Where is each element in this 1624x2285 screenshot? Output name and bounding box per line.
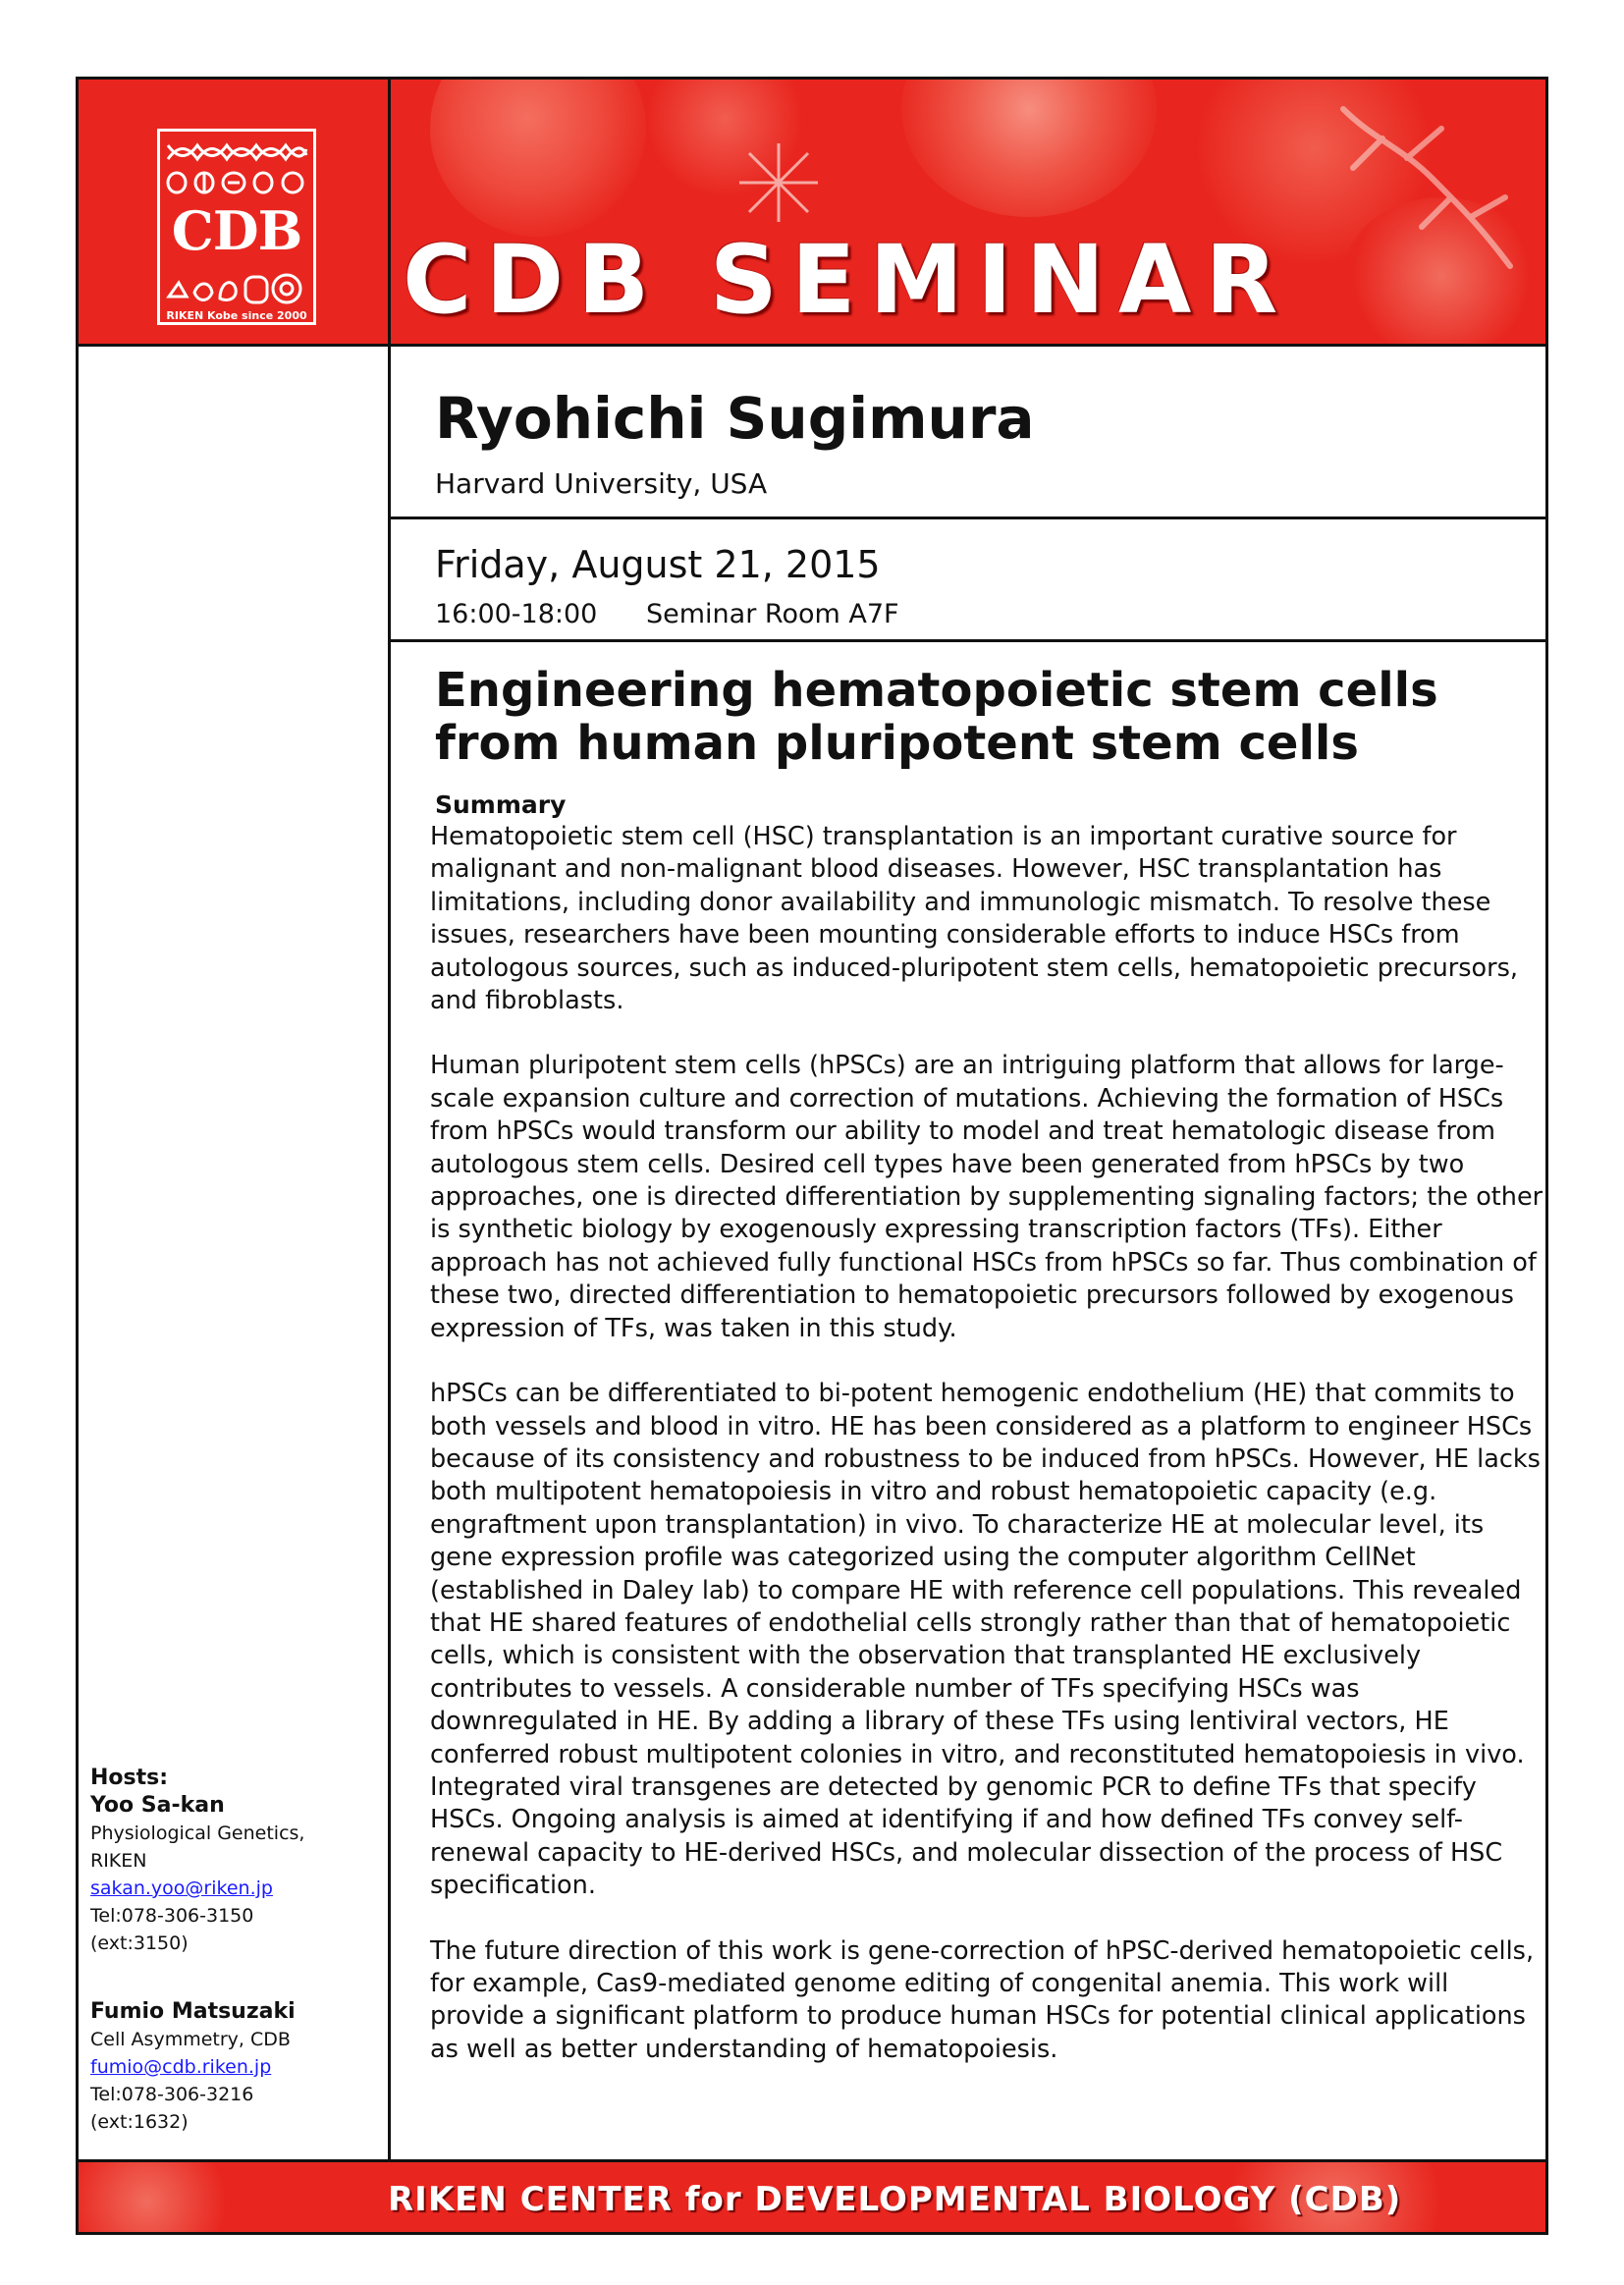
summary-paragraph: The future direction of this work is gene-correction of hPSC-derived hematopoietic cells, for example, Cas9-mediated genome editing of congenital anemia. This work will provide a significant platform to produce human HSCs for potential clinical applications as well as better understanding of hematopoiesis. xyxy=(430,1935,1535,2064)
host-email-link[interactable]: sakan.yoo@riken.jp xyxy=(90,1877,273,1899)
seminar-poster xyxy=(76,77,1548,2235)
speaker-affiliation: Harvard University, USA xyxy=(435,467,768,500)
decorative-cell-image xyxy=(901,80,1157,217)
logo-caption: RIKEN Kobe since 2000 xyxy=(166,309,307,322)
footer-banner xyxy=(79,2159,1545,2235)
logo-block xyxy=(79,80,388,347)
talk-title: Engineering hematopoietic stem cells from human pluripotent stem cells xyxy=(435,663,1438,771)
event-room: Seminar Room A7F xyxy=(646,599,899,629)
summary-paragraph: hPSCs can be differentiated to bi-potent hemogenic endothelium (HE) that commits to both vessels and blood in vitro. HE has been considered as a platform to engineer HSCs because of its consistency and robustness to be induced from hPSCs. However, HE lacks both multipotent hematopoiesis in vitro and robust hematopoietic capacity (e.g. engraftment upon transplantation) in vivo. To characterize HE at molecular level, its gene expression profile was categorized using the computer algorithm CellNet (established in Daley lab) to compare HE with reference cell populations. This revealed that HE shared features of endothelial cells strongly rather than that of hematopoietic cells, which is consistent with the observation that transplanted HE exclusively contributes to vessels. A considerable number of TFs specifying HSCs was downregulated in HE. By adding a library of these TFs using lentiviral vectors, HE conferred robust multipotent colonies in vitro, and reconstituted hematopoiesis in vivo. Integrated viral transgenes are detected by genomic PCR to define TFs that specify HSCs. Ongoing analysis is aimed at identifying if and how defined TFs convey self-renewal capacity to HE-derived HSCs, and molecular dissection of the process of HSC specification. xyxy=(430,1379,1541,1901)
host-name: Fumio Matsuzaki xyxy=(90,1999,296,2024)
summary-text xyxy=(430,821,1543,2098)
logo-text: CDB xyxy=(171,199,302,262)
organism-icons xyxy=(163,263,310,308)
summary-label: Summary xyxy=(435,790,567,819)
decorative-cell-image xyxy=(79,2159,236,2235)
salamander-icon xyxy=(1314,80,1530,276)
seminar-banner xyxy=(391,80,1548,347)
host-dept: Physiological Genetics, xyxy=(90,1823,305,1844)
host-dept: Cell Asymmetry, CDB xyxy=(90,2029,291,2050)
host-tel: Tel:078-306-3216 xyxy=(90,2084,254,2105)
banner-title: CDB SEMINAR xyxy=(403,225,1292,335)
footer-text: RIKEN CENTER for DEVELOPMENTAL BIOLOGY (CDB) xyxy=(388,2180,1402,2219)
host-ext: (ext:3150) xyxy=(90,1932,189,1954)
talk-content xyxy=(391,642,1548,2233)
host-tel: Tel:078-306-3150 xyxy=(90,1905,254,1927)
speaker-section xyxy=(391,347,1548,519)
event-date: Friday, August 21, 2015 xyxy=(435,543,881,586)
speaker-name: Ryohichi Sugimura xyxy=(435,385,1035,452)
host-ext: (ext:1632) xyxy=(90,2111,189,2133)
host-org: RIKEN xyxy=(90,1850,147,1872)
summary-paragraph: Human pluripotent stem cells (hPSCs) are an intriguing platform that allows for large-scale expansion culture and correction of mutations. Achieving the formation of HSCs from hPSCs would transform our ability to model and treat hematologic disease from autologous stem cells. Desired cell types have been generated from hPSCs by two approaches, one is directed differentiation by supplementing signaling factors; the other is synthetic biology by exogenously expressing transcription factors (TFs). Either approach has not achieved fully functional HSCs from hPSCs so far. Thus combination of these two, directed differentiation to hematopoietic precursors followed by exogenous expression of TFs, was taken in this study. xyxy=(430,1051,1543,1343)
hosts-section xyxy=(90,1765,385,2136)
cdb-logo xyxy=(157,129,316,325)
hosts-title: Hosts: xyxy=(90,1766,169,1790)
decorative-cell-image xyxy=(430,80,646,237)
star-icon xyxy=(734,138,823,227)
event-time: 16:00-18:00 xyxy=(435,599,598,629)
event-details xyxy=(391,519,1548,642)
host-email-link[interactable]: fumio@cdb.riken.jp xyxy=(90,2056,272,2078)
host-name: Yoo Sa-kan xyxy=(90,1793,225,1818)
left-column xyxy=(79,80,391,2235)
dna-strand-icon xyxy=(163,137,310,198)
summary-paragraph: Hematopoietic stem cell (HSC) transplantation is an important curative source for malignant and non-malignant blood diseases. However, HSC transplantation has limitations, including donor availability and immunologic mismatch. To resolve these issues, researchers have been mounting considerable efforts to induce HSCs from autologous sources, such as induced-pluripotent stem cells, hematopoietic precursors, and fibroblasts. xyxy=(430,822,1518,1016)
